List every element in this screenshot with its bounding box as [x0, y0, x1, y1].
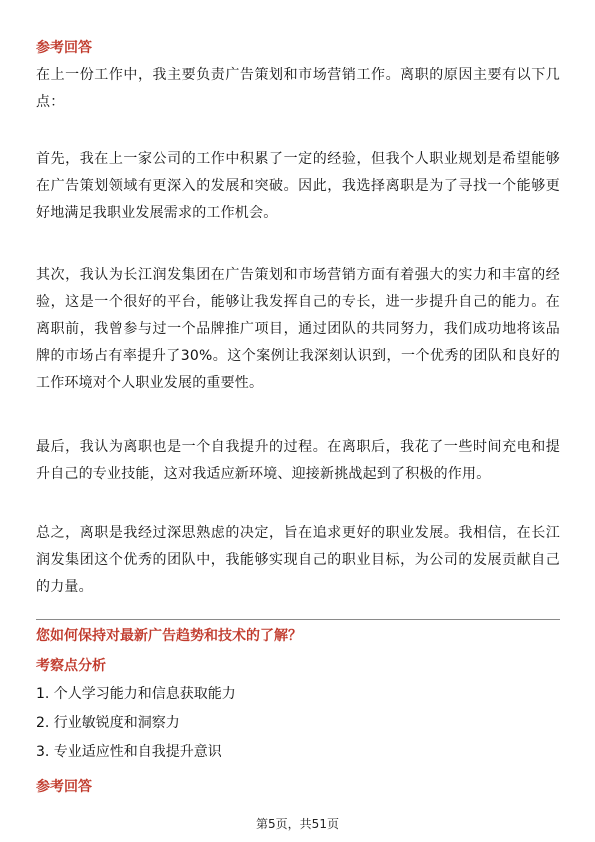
analysis-item-3: 3. 专业适应性和自我提升意识 [36, 744, 222, 760]
answer-paragraph-conclusion: 总之，离职是我经过深思熟虑的决定，旨在追求更好的职业发展。我相信，在长江润发集团这个优秀的团队中，我能够实现自己的职业目标，为公司的发展贡献自己的力量。 [36, 525, 560, 595]
section-divider [36, 619, 560, 620]
answer-heading-2: 参考回答 [36, 779, 92, 795]
answer-paragraph-first: 首先，我在上一家公司的工作中积累了一定的经验，但我个人职业规划是希望能够在广告策划领域有更深入的发展和突破。因此，我选择离职是为了寻找一个能够更好地满足我职业发展需求的工作机会。 [36, 151, 560, 221]
analysis-item-2: 2. 行业敏锐度和洞察力 [36, 715, 180, 731]
answer-heading: 参考回答 [36, 40, 92, 56]
answer-paragraph-intro: 在上一份工作中，我主要负责广告策划和市场营销工作。离职的原因主要有以下几点： [36, 67, 560, 110]
answer-paragraph-last: 最后，我认为离职也是一个自我提升的过程。在离职后，我花了一些时间充电和提升自己的专业技能，这对我适应新环境、迎接新挑战起到了积极的作用。 [36, 439, 560, 482]
analysis-item-1: 1. 个人学习能力和信息获取能力 [36, 686, 236, 702]
answer-paragraph-second: 其次，我认为长江润发集团在广告策划和市场营销方面有着强大的实力和丰富的经验，这是一个很好的平台，能够让我发挥自己的专长，进一步提升自己的能力。在离职前，我曾参与过一个品牌推广项目，通过团队的共同努力，我们成功地将该品牌的市场占有率提升了30%。这个案例让我深刻认识到，一个优秀的团队和良好的工作环境对个人职业发展的重要性。 [36, 267, 560, 391]
analysis-heading: 考察点分析 [36, 658, 106, 674]
page-number: 第5页，共51页 [256, 817, 339, 831]
question-heading: 您如何保持对最新广告趋势和技术的了解？ [36, 628, 302, 644]
